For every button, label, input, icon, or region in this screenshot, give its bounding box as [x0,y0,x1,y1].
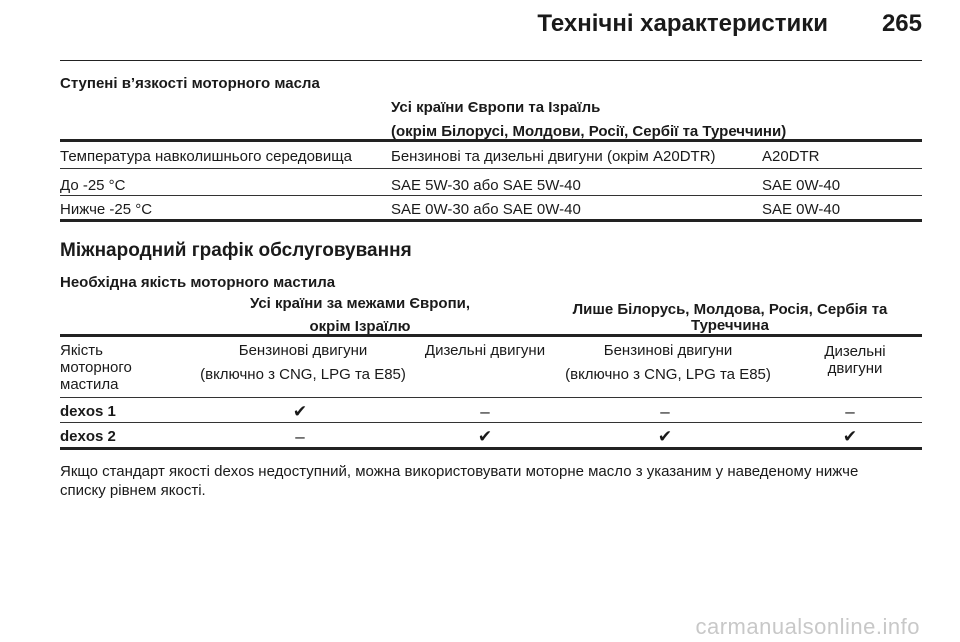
group1-header-line1: Усі країни за межами Європи, [249,295,471,312]
footnote-line1: Якщо стандарт якості dexos недоступний, можна використовувати моторне масло з указаним у наведеному нижче [60,463,859,480]
table-divider [60,168,922,169]
quality-row1-mark4: – [845,402,855,421]
quality-row-header-line3: мастила [60,376,119,393]
group2-header-line2: Туреччина [691,317,769,334]
viscosity-row1-temp: До -25 °C [60,177,126,194]
table-divider [60,422,922,423]
viscosity-row2-a20dtr: SAE 0W-40 [762,201,841,218]
viscosity-row2-temp: Нижче -25 °C [60,201,153,218]
col-petrol-line2: (включно з CNG, LPG та E85) [200,366,406,383]
viscosity-col-engines: Бензинові та дизельні двигуни (окрім A20DTR) [391,148,716,165]
col-diesel: Дизельні двигуни [424,342,546,359]
col-petrol2-line2: (включно з CNG, LPG та E85) [565,366,771,383]
page-number: 265 [881,10,922,37]
col-petrol-line1: Бензинові двигуни [238,342,368,359]
quality-row2-mark1: – [295,427,305,446]
viscosity-header-rule [60,139,922,142]
table-divider [60,195,922,196]
section-title: Міжнародний графік обслуговування [60,240,412,261]
footnote-line2: списку рівнем якості. [60,482,206,499]
viscosity-heading: Ступені в’язкості моторного масла [60,75,320,92]
viscosity-row1-a20dtr: SAE 0W-40 [762,177,841,194]
viscosity-row1-engines: SAE 5W-30 або SAE 5W-40 [391,177,581,194]
quality-bottom-rule [60,447,922,450]
quality-row1-mark1: ✔ [292,402,308,421]
col-diesel2-line2: двигуни [827,360,883,377]
group2-header-line1: Лише Білорусь, Молдова, Росія, Сербія та [572,301,888,318]
table-divider [60,397,922,398]
quality-row1-mark3: – [660,402,670,421]
quality-row1-mark2: – [480,402,490,421]
quality-row-header-line2: моторного [60,359,132,376]
viscosity-bottom-rule [60,219,922,222]
header-divider [60,60,922,61]
viscosity-group-header-line1: Усі країни Європи та Ізраїль [391,99,601,116]
col-diesel2-line1: Дизельні [824,343,886,360]
quality-header-rule [60,334,922,337]
viscosity-row2-engines: SAE 0W-30 або SAE 0W-40 [391,201,581,218]
viscosity-group-header-line2: (окрім Білорусі, Молдови, Росії, Сербії та Туреччини) [391,123,787,140]
col-petrol2-line1: Бензинові двигуни [603,342,733,359]
quality-row2-mark2: ✔ [477,427,493,446]
section-subtitle: Необхідна якість моторного мастила [60,274,336,291]
quality-row-header-line1: Якість [60,342,103,359]
group1-header-line2: окрім Ізраїлю [309,318,411,335]
quality-row1-label: dexos 1 [60,403,116,420]
viscosity-col-temperature: Температура навколишнього середовища [60,148,352,165]
quality-row2-mark4: ✔ [842,427,858,446]
viscosity-col-a20dtr: A20DTR [762,148,820,165]
watermark: carmanualsonline.info [695,614,920,639]
quality-row2-mark3: ✔ [657,427,673,446]
page-title: Технічні характеристики [537,10,828,37]
quality-row2-label: dexos 2 [60,428,116,445]
